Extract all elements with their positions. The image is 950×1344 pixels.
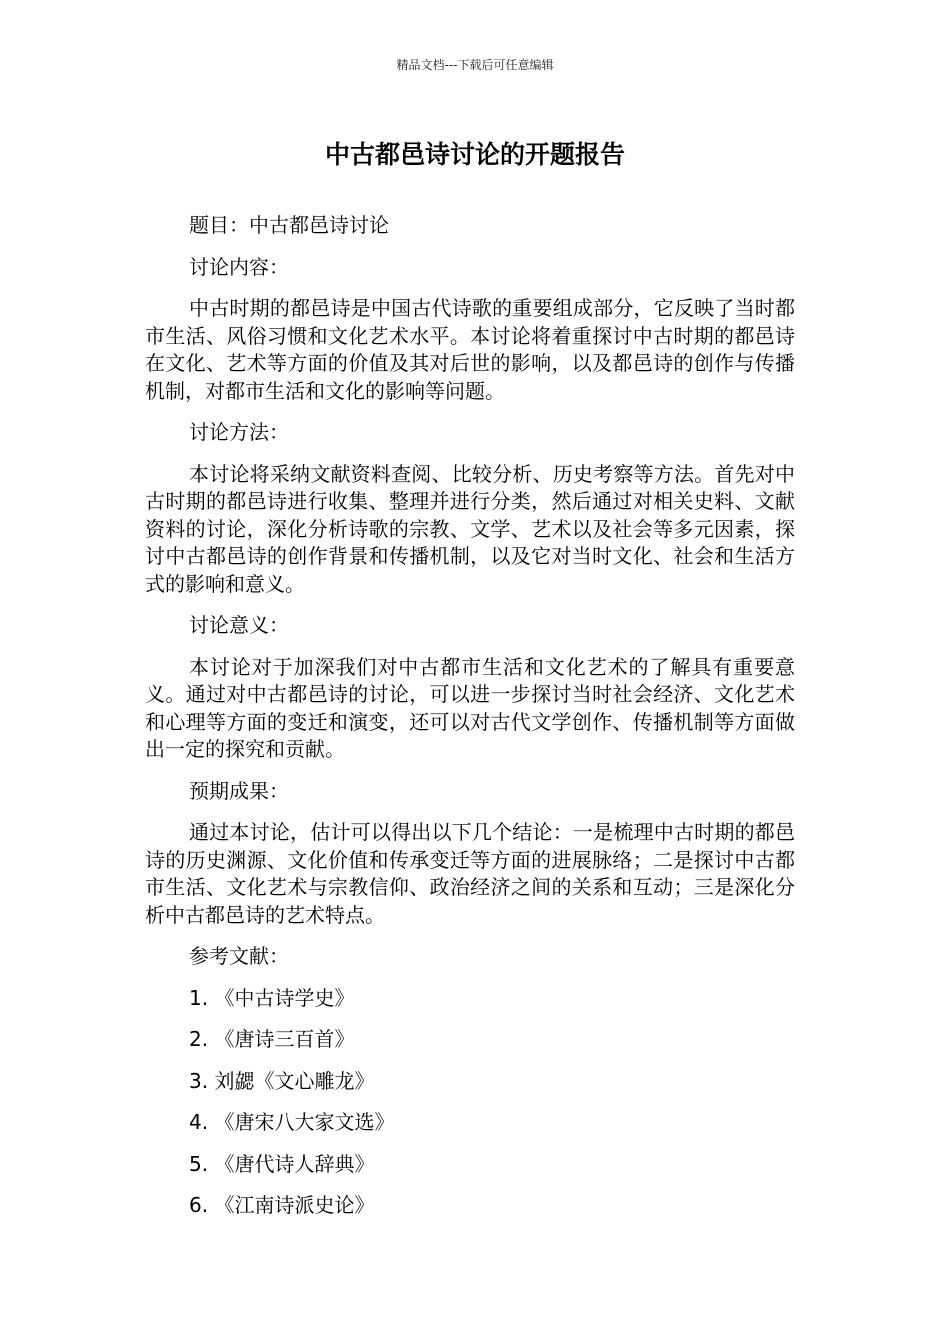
reference-item: 1. 《中古诗学史》: [189, 985, 355, 1010]
section-heading-method: 讨论方法：: [189, 420, 289, 444]
reference-item: 2. 《唐诗三百首》: [189, 1027, 355, 1051]
section-heading-content: 讨论内容：: [189, 254, 289, 279]
reference-item: 6. 《江南诗派史论》: [189, 1193, 375, 1217]
page-header-watermark: 精品文档---下载后可任意编辑: [396, 58, 554, 72]
document-body: [145, 212, 795, 1220]
section-paragraph-content: 中古时期的都邑诗是中国古代诗歌的重要组成部分，它反映了当时都市生活、风俗习惯和文化艺术水平。本讨论将着重探讨中古时期的都邑诗在文化、艺术等方面的价值及其对后世的影响，以及都邑诗的创作与传播机制，对都市生活和文化的影响等问题。: [145, 296, 795, 403]
reference-item: 5. 《唐代诗人辞典》: [189, 1151, 375, 1176]
reference-item: 4. 《唐宋八大家文选》: [189, 1110, 395, 1134]
references-heading: 参考文献：: [189, 944, 289, 968]
section-paragraph-method: 本讨论将采纳文献资料查阅、比较分析、历史考察等方法。首先对中古时期的都邑诗进行收集、整理并进行分类，然后通过对相关史料、文献资料的讨论，深化分析诗歌的宗教、文学、艺术以及社会等多元因素，探讨中古都邑诗的创作背景和传播机制，以及它对当时文化、社会和生活方式的影响和意义。: [145, 461, 795, 596]
section-paragraph-expected-results: 通过本讨论，估计可以得出以下几个结论：一是梳理中古时期的都邑诗的历史渊源、文化价值和传承变迁等方面的进展脉络；二是探讨中古都市生活、文化艺术与宗教信仰、政治经济之间的关系和互动；三是深化分析中古都邑诗的艺术特点。: [145, 820, 795, 927]
topic-line: 题目：中古都邑诗讨论: [189, 213, 389, 237]
reference-item: 3. 刘勰《文心雕龙》: [189, 1068, 375, 1093]
section-heading-expected-results: 预期成果：: [189, 778, 289, 803]
document-title: 中古都邑诗讨论的开题报告: [324, 140, 625, 169]
section-heading-significance: 讨论意义：: [189, 613, 289, 637]
section-paragraph-significance: 本讨论对于加深我们对中古都市生活和文化艺术的了解具有重要意义。通过对中古都邑诗的讨论，可以进一步探讨当时社会经济、文化艺术和心理等方面的变迁和演变，还可以对古代文学创作、传播机制等方面做出一定的探究和贡献。: [145, 654, 795, 761]
